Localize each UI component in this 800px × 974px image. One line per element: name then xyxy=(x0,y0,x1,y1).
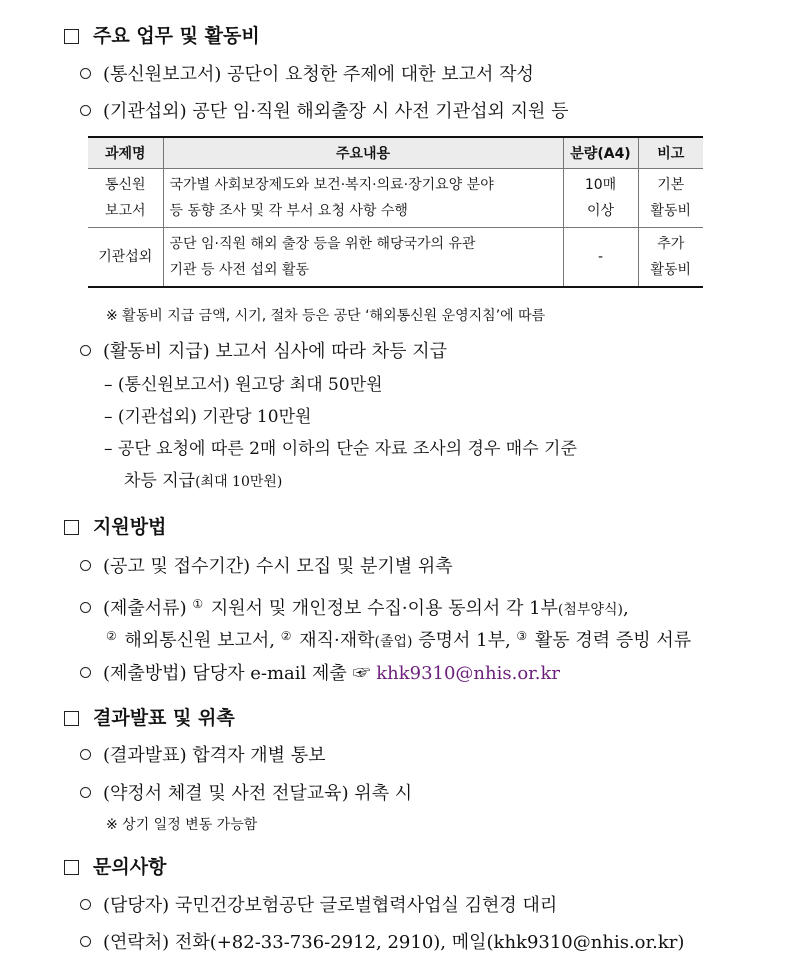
schedule-note: ※ 상기 일정 변동 가능함 xyxy=(106,817,258,833)
bullet-announcement: (결과발표) 합격자 개별 통보 xyxy=(80,744,325,768)
table-header-cell: 과제명 xyxy=(88,137,163,169)
bullet-payment: (활동비 지급) 보고서 심사에 따라 차등 지급 xyxy=(80,340,447,364)
circle-bullet-icon xyxy=(80,936,91,947)
bullet-recruit-period: (공고 및 접수기간) 수시 모집 및 분기별 위촉 xyxy=(80,555,453,579)
bullet-submission: (제출방법) 담당자 e-mail 제출 ☞ khk9310@nhis.or.kr xyxy=(80,662,560,686)
circle-bullet-icon xyxy=(80,345,91,356)
circle-bullet-icon xyxy=(80,667,91,678)
table-header-cell: 비고 xyxy=(638,137,703,169)
sub-item-report-pay: – (통신원보고서) 원고당 최대 50만원 xyxy=(104,375,383,395)
table-row xyxy=(88,169,703,228)
checkbox-square-icon xyxy=(64,711,79,726)
section-heading-result: 결과발표 및 위촉 xyxy=(64,706,235,730)
circle-bullet-icon xyxy=(80,560,91,571)
email-link[interactable]: khk9310@nhis.or.kr xyxy=(376,663,561,684)
section-heading-contact: 문의사항 xyxy=(64,855,166,879)
table-cell: 10매 이상 xyxy=(563,169,638,228)
circle-bullet-icon xyxy=(80,68,91,79)
section-heading-method: 지원방법 xyxy=(64,515,166,539)
checkbox-square-icon xyxy=(64,29,79,44)
bullet-agreement: (약정서 체결 및 사전 전달교육) 위촉 시 xyxy=(80,782,412,806)
table-cell: - xyxy=(563,228,638,288)
documents-continued: ② 해외통신원 보고서, ② 재직·재학(졸업) 증명서 1부, ③ 활동 경력 증빙 서류 xyxy=(106,629,692,651)
table-cell: 국가별 사회보장제도와 보건·복지·의료·장기요양 분야 등 동향 조사 및 각 부서 요청 사항 수행 xyxy=(163,169,563,228)
circle-bullet-icon xyxy=(80,787,91,798)
bullet-report: (통신원보고서) 공단이 요청한 주제에 대한 보고서 작성 xyxy=(80,63,534,87)
circle-bullet-icon xyxy=(80,105,91,116)
circle-bullet-icon xyxy=(80,602,91,613)
section-heading-duties: 주요 업무 및 활동비 xyxy=(64,24,260,48)
circle-bullet-icon xyxy=(80,899,91,910)
sub-item-liaison-pay: – (기관섭외) 기관당 10만원 xyxy=(104,407,312,427)
bullet-liaison: (기관섭외) 공단 임·직원 해외출장 시 사전 기관섭외 지원 등 xyxy=(80,100,568,124)
pointing-hand-icon: ☞ xyxy=(352,663,371,684)
table-row xyxy=(88,228,703,288)
table-cell: 공단 임·직원 해외 출장 등을 위한 해당국가의 유관 기관 등 사전 섭외 활동 xyxy=(163,228,563,288)
duties-table xyxy=(88,136,703,288)
table-cell: 기관섭외 xyxy=(88,228,163,288)
bullet-contact-info: (연락처) 전화(+82-33-736-2912, 2910), 메일(khk9310@nhis.or.kr) xyxy=(80,931,684,955)
circle-bullet-icon xyxy=(80,749,91,760)
table-header-row xyxy=(88,137,703,169)
sub-item-simple-research-cont: 차등 지급(최대 10만원) xyxy=(124,471,283,491)
table-header-cell: 분량(A4) xyxy=(563,137,638,169)
table-cell: 기본 활동비 xyxy=(638,169,703,228)
duties-note: ※ 활동비 지급 금액, 시기, 절차 등은 공단 ‘해외통신원 운영지침’에 따름 xyxy=(106,308,546,324)
table-header-cell: 주요내용 xyxy=(163,137,563,169)
bullet-documents: (제출서류) ① 지원서 및 개인정보 수집·이용 동의서 각 1부(첨부양식), xyxy=(80,592,629,622)
bullet-contact-person: (담당자) 국민건강보험공단 글로벌협력사업실 김현경 대리 xyxy=(80,894,557,918)
table-cell: 추가 활동비 xyxy=(638,228,703,288)
checkbox-square-icon xyxy=(64,860,79,875)
sub-item-simple-research: – 공단 요청에 따른 2매 이하의 단순 자료 조사의 경우 매수 기준 xyxy=(104,439,577,459)
checkbox-square-icon xyxy=(64,520,79,535)
table-cell: 통신원 보고서 xyxy=(88,169,163,228)
